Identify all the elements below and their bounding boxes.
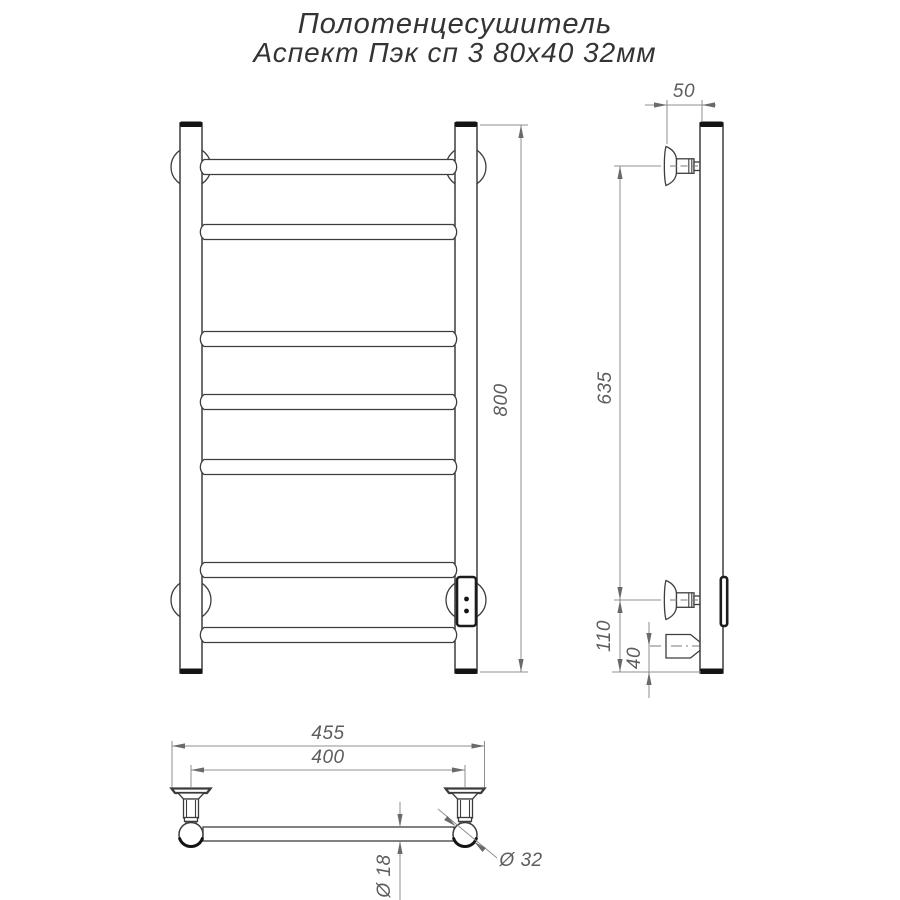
power-indicator-dot-top — [464, 597, 469, 602]
drawing-subtitle: Аспект Пэк сп 3 80х40 32мм — [253, 37, 657, 68]
dimension-label-d32: Ø 32 — [499, 850, 543, 871]
bracket-flange-plate — [172, 789, 211, 794]
dimension-label-455: 455 — [311, 723, 345, 744]
dimension-label-d18: Ø 18 — [374, 854, 395, 898]
dimension-label-40: 40 — [624, 646, 645, 670]
dimension-bracket-spacing — [595, 166, 661, 600]
title-block — [251, 8, 656, 68]
dimension-label-50: 50 — [672, 81, 696, 102]
bracket-stem — [184, 799, 199, 818]
drawing-title: Полотенцесушитель — [297, 8, 613, 40]
rung-plan — [203, 827, 454, 841]
side-bracket-top — [664, 147, 701, 186]
post-profile-top-cap — [700, 122, 723, 128]
control-box-profile — [721, 577, 727, 626]
side-view — [650, 122, 727, 675]
dimension-power-lead-to-end — [624, 622, 652, 698]
right-post-bottom-cap — [455, 669, 477, 675]
dimension-rung-diameter — [374, 802, 403, 900]
bracket-stem — [458, 799, 473, 818]
rung-5 — [200, 460, 456, 475]
right-post-top-cap — [455, 122, 477, 128]
left-post-bottom-cap — [180, 669, 202, 675]
dimension-label-400: 400 — [311, 747, 345, 768]
power-indicator-dot-bottom — [464, 609, 469, 614]
dimension-mounting-centers — [191, 747, 465, 788]
control-box — [457, 577, 476, 626]
side-bracket-bottom — [664, 581, 701, 620]
front-view — [171, 122, 486, 675]
dimension-overall-height — [480, 125, 528, 672]
left-post — [180, 123, 202, 673]
dimensions — [172, 81, 716, 900]
rung-1 — [200, 160, 456, 175]
dimension-label-800: 800 — [491, 383, 512, 417]
bracket-flange-plate — [446, 789, 485, 794]
rung-6 — [200, 563, 456, 578]
bottom-view — [172, 783, 485, 847]
rung-3 — [200, 332, 456, 347]
dimension-label-110: 110 — [594, 620, 615, 652]
rung-2 — [200, 225, 456, 240]
rung-4 — [200, 395, 456, 410]
post-profile-bottom-cap — [700, 669, 723, 675]
rung-7 — [200, 628, 456, 643]
bracket-taper — [178, 793, 204, 799]
dimension-label-635: 635 — [595, 371, 616, 405]
left-post-top-cap — [180, 122, 202, 128]
bracket-taper — [452, 793, 478, 799]
